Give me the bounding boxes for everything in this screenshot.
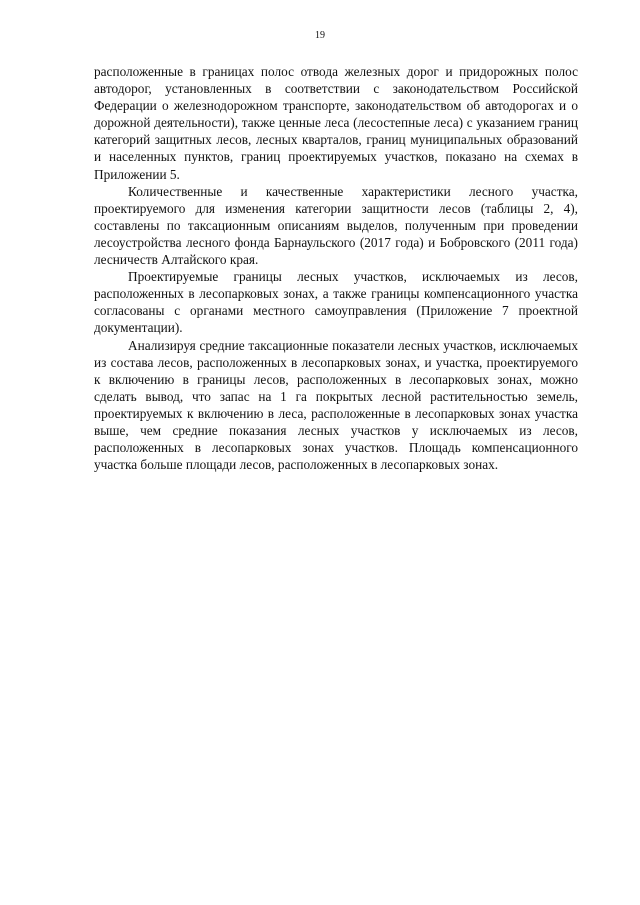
paragraph-continuation: расположенные в границах полос отвода железных дорог и придорожных полос автодорог, установленных в соответствии с законодательством Российской Федерации о железнодорожном транспорте, законодательством об автодорогах и о дорожной деятельности), также ценные леса (лесостепные леса) с указанием границ категорий защитных лесов, лесных кварталов, границ муниципальных образований и населенных пунктов, границ проектируемых участков, показано на схемах в Приложении 5. [94, 64, 578, 182]
paragraph-characteristics: Количественные и качественные характеристики лесного участка, проектируемого для изменения категории защитности лесов (таблицы 2, 4), составлены по таксационным описаниям выделов, полученным при проведении лесоустройства лесного фонда Барнаульского (2017 года) и Бобровского (2011 года) лесничеств Алтайского края. [94, 183, 578, 268]
page-number: 19 [315, 30, 325, 41]
body-text [94, 63, 578, 473]
paragraph-boundaries: Проектируемые границы лесных участков, исключаемых из лесов, расположенных в лесопарковых зонах, а также границы компенсационного участка согласованы с органами местного самоуправления (Приложение 7 проектной документации). [94, 269, 578, 336]
paragraph-analysis: Анализируя средние таксационные показатели лесных участков, исключаемых из состава лесов, расположенных в лесопарковых зонах, и участка, проектируемого к включению в границы лесов, расположенных в лесопарковых зонах, можно сделать вывод, что запас на 1 га покрытых лесной растительностью земель, проектируемых к включению в леса, расположенные в лесопарковых зонах участка выше, чем средние показания лесных участков у исключаемых из лесов, расположенных в лесопарковых зонах участков. Площадь компенсационного участка больше площади лесов, расположенных в лесопарковых зонах. [94, 337, 578, 473]
